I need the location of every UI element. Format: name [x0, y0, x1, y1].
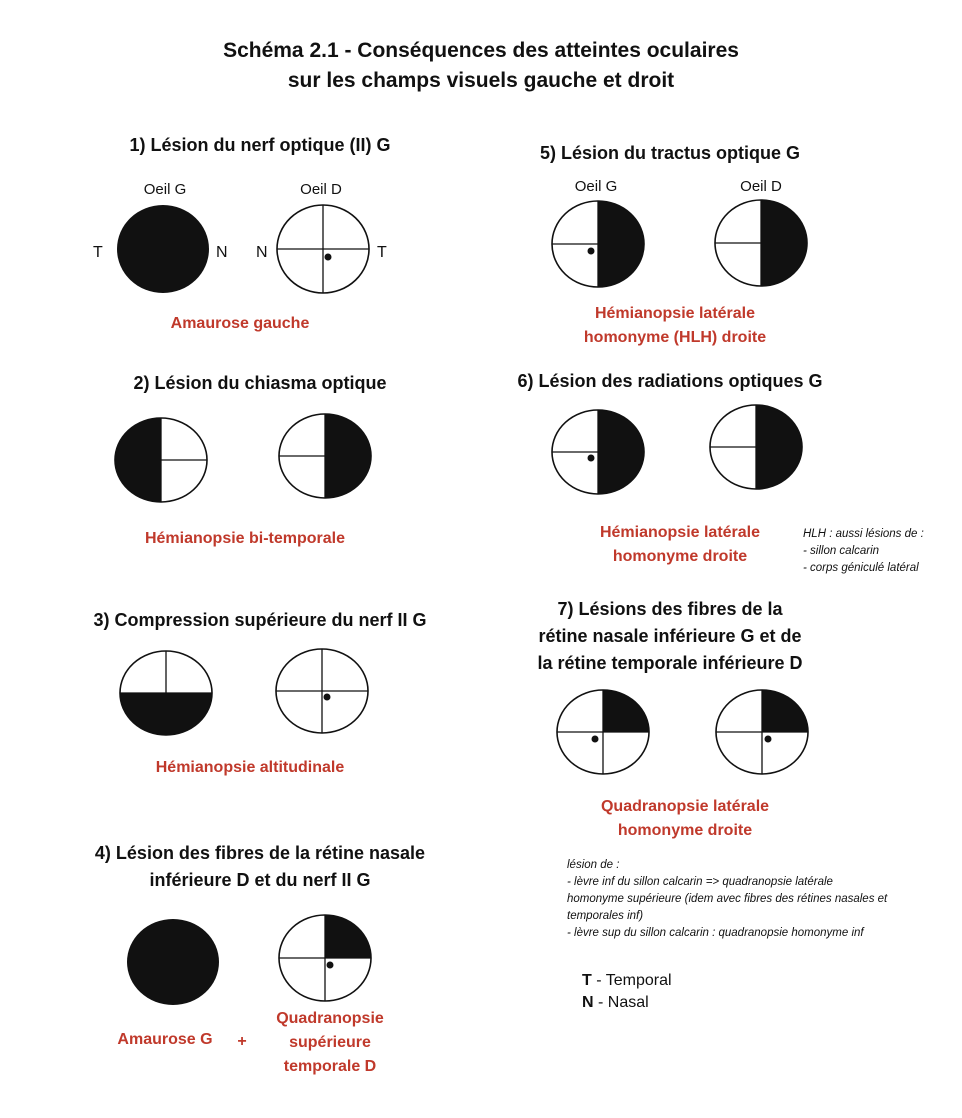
page-title	[0, 36, 962, 96]
section-3-result: Hémianopsie altitudinale	[155, 759, 345, 776]
section-5-result-line-2: homonyme (HLH) droite	[583, 329, 767, 346]
section-4-heading-line-2: inférieure D et du nerf II G	[149, 870, 371, 890]
lesion-notes-line-3: homonyme supérieure (idem avec fibres des rétines nasales et	[567, 893, 888, 905]
section-1-heading: 1) Lésion du nerf optique (II) G	[129, 135, 391, 155]
lesion-notes-line-5: - lèvre sup du sillon calcarin : quadranopsie homonyme inf	[567, 927, 864, 939]
legend	[582, 970, 672, 1014]
section-2-right-eye-field	[277, 412, 373, 500]
section-1-left-eye-field	[115, 203, 211, 295]
section-6-result	[555, 521, 805, 569]
blind-inferior-half	[120, 693, 212, 735]
section-4-result-right-line-3: temporale D	[283, 1058, 377, 1075]
section-1-right-eye-temporal-side: T	[377, 244, 387, 261]
section-6-note-line-3: - corps géniculé latéral	[803, 562, 919, 574]
legend-nasal	[582, 992, 672, 1014]
legend-t-text: - Temporal	[591, 972, 672, 989]
blind-temporal-half	[325, 414, 371, 498]
title-line-2: sur les champs visuels gauche et droit	[287, 69, 675, 92]
section-5-right-eye-label: Oeil D	[740, 178, 782, 195]
section-3-left-eye-field	[118, 649, 214, 737]
blind-right-half	[756, 405, 802, 489]
legend-t-letter: T	[582, 972, 592, 989]
section-6-right-eye-field	[708, 403, 804, 491]
section-1-result: Amaurose gauche	[170, 315, 310, 332]
section-7-left-eye-field	[555, 688, 651, 776]
section-1-left-eye-label: Oeil G	[143, 181, 187, 198]
section-1-right-eye-nasal-side: N	[256, 244, 268, 261]
section-2-left-eye-field	[113, 416, 209, 504]
blind-spot-dot	[588, 455, 595, 462]
section-1-right-eye-label: Oeil D	[300, 181, 342, 198]
legend-n-text: - Nasal	[593, 994, 649, 1011]
section-6-note-line-1: HLH : aussi lésions de :	[803, 528, 924, 540]
section-7-heading-line-1: 7) Lésions des fibres de la	[557, 599, 783, 619]
section-4-plus-sign: +	[237, 1033, 247, 1050]
section-4-right-eye-field	[277, 913, 373, 1003]
blind-spot-dot	[588, 248, 595, 255]
section-5-result-line-1: Hémianopsie latérale	[594, 305, 756, 322]
lesion-notes	[567, 857, 952, 942]
section-4-result-left: Amaurose G	[117, 1031, 213, 1048]
lesion-notes-line-2: - lèvre inf du sillon calcarin => quadranopsie latérale	[567, 876, 833, 888]
section-5-left-eye-label: Oeil G	[574, 178, 618, 195]
legend-temporal	[582, 970, 672, 992]
lesion-notes-line-4: temporales inf)	[567, 910, 644, 922]
blind-spot-dot	[324, 694, 331, 701]
section-1-right-eye-field	[275, 203, 371, 295]
section-4-left-eye-field	[125, 917, 221, 1007]
blind-spot-dot	[325, 254, 332, 261]
section-7-heading	[480, 596, 860, 677]
section-6-heading: 6) Lésion des radiations optiques G	[517, 371, 823, 391]
section-4-heading	[40, 840, 480, 894]
section-5-left-eye-field	[550, 199, 646, 289]
blind-right-half	[761, 200, 807, 286]
section-7-right-eye-field	[714, 688, 810, 776]
section-6-result-line-1: Hémianopsie latérale	[599, 524, 761, 541]
title-line-1: Schéma 2.1 - Conséquences des atteintes oculaires	[223, 39, 739, 62]
blind-field-full	[127, 919, 219, 1005]
section-2-result: Hémianopsie bi-temporale	[144, 530, 346, 547]
blind-temporal-half	[115, 418, 161, 502]
lesion-notes-line-1: lésion de :	[567, 859, 620, 871]
section-7-heading-line-2: rétine nasale inférieure G et de	[538, 626, 802, 646]
blind-right-half	[598, 410, 644, 494]
section-7-heading-line-3: la rétine temporale inférieure D	[537, 653, 803, 673]
section-4-result-right	[255, 1007, 405, 1079]
section-3-heading: 3) Compression supérieure du nerf II G	[93, 610, 427, 630]
blind-right-half	[598, 201, 644, 287]
section-6-left-eye-field	[550, 408, 646, 496]
blind-spot-dot	[592, 736, 599, 743]
blind-field-full	[117, 205, 209, 293]
blind-spot-dot	[765, 736, 772, 743]
section-6-note	[803, 526, 924, 577]
section-3-right-eye-field	[274, 647, 370, 735]
section-1-left-eye-nasal-side: N	[216, 244, 228, 261]
section-6-result-line-2: homonyme droite	[612, 548, 748, 565]
section-7-result-line-1: Quadranopsie latérale	[600, 798, 770, 815]
legend-n-letter: N	[582, 994, 594, 1011]
section-7-result-line-2: homonyme droite	[617, 822, 753, 839]
section-6-note-line-2: - sillon calcarin	[803, 545, 880, 557]
section-4-heading-line-1: 4) Lésion des fibres de la rétine nasale	[94, 843, 426, 863]
section-5-heading: 5) Lésion du tractus optique G	[539, 143, 800, 163]
section-4-result-right-line-2: supérieure	[289, 1034, 371, 1051]
section-1-left-eye-temporal-side: T	[93, 244, 103, 261]
section-4-result-right-line-1: Quadranopsie	[276, 1010, 384, 1027]
section-7-result	[560, 795, 810, 843]
blind-spot-dot	[327, 962, 334, 969]
section-5-right-eye-field	[713, 198, 809, 288]
section-2-heading: 2) Lésion du chiasma optique	[133, 373, 387, 393]
section-5-result	[540, 302, 810, 350]
